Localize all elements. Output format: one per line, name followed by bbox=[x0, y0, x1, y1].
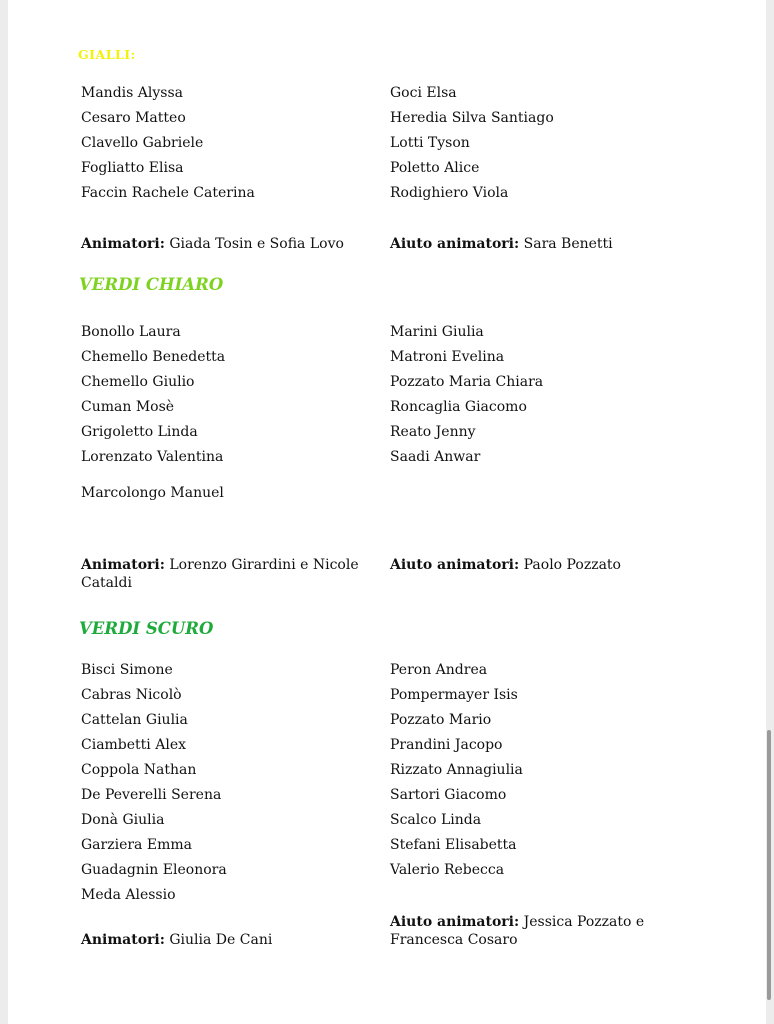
list-item: Grigoletto Linda bbox=[81, 424, 198, 440]
list-item: Rodighiero Viola bbox=[390, 185, 509, 201]
section-heading-verdi-chiaro: VERDI CHIARO bbox=[79, 275, 224, 294]
aiuto-animatori-names: Paolo Pozzato bbox=[523, 557, 621, 573]
aiuto-animatori-label: Aiuto animatori: bbox=[390, 557, 520, 573]
gialli-right-list bbox=[390, 81, 680, 206]
animatori-label: Animatori: bbox=[81, 236, 165, 252]
list-item: Peron Andrea bbox=[390, 662, 488, 678]
verdi-scuro-left-list bbox=[81, 658, 371, 908]
list-item: Marcolongo Manuel bbox=[81, 485, 224, 501]
list-item: Cuman Mosè bbox=[81, 399, 175, 415]
section-heading-verdi-scuro: VERDI SCURO bbox=[79, 619, 214, 638]
list-item: Saadi Anwar bbox=[390, 449, 481, 465]
verdi-scuro-aiuto-animatori bbox=[390, 913, 680, 949]
list-item: Chemello Giulio bbox=[81, 374, 195, 390]
list-item: Prandini Jacopo bbox=[390, 737, 503, 753]
list-item: Poletto Alice bbox=[390, 160, 480, 176]
verdi-chiaro-right-list bbox=[390, 320, 680, 470]
document-page bbox=[8, 0, 766, 1024]
list-item: Heredia Silva Santiago bbox=[390, 110, 554, 126]
list-item: Cabras Nicolò bbox=[81, 687, 182, 703]
list-item: Donà Giulia bbox=[81, 812, 165, 828]
list-item: Lotti Tyson bbox=[390, 135, 470, 151]
list-item: Garziera Emma bbox=[81, 837, 192, 853]
list-item: De Peverelli Serena bbox=[81, 787, 222, 803]
list-item: Fogliatto Elisa bbox=[81, 160, 184, 176]
aiuto-animatori-names: Jessica Pozzato e Francesca Cosaro bbox=[390, 914, 645, 948]
list-item: Roncaglia Giacomo bbox=[390, 399, 527, 415]
list-item: Clavello Gabriele bbox=[81, 135, 204, 151]
animatori-names: Giada Tosin e Sofia Lovo bbox=[169, 236, 344, 252]
list-item: Rizzato Annagiulia bbox=[390, 762, 523, 778]
verdi-chiaro-left-list bbox=[81, 320, 371, 470]
aiuto-animatori-label: Aiuto animatori: bbox=[390, 236, 520, 252]
list-item: Ciambetti Alex bbox=[81, 737, 187, 753]
list-item: Chemello Benedetta bbox=[81, 349, 226, 365]
animatori-label: Animatori: bbox=[81, 932, 165, 948]
vertical-scrollbar[interactable] bbox=[767, 730, 771, 1000]
animatori-names: Lorenzo Girardini e Nicole Cataldi bbox=[81, 557, 359, 591]
list-item: Scalco Linda bbox=[390, 812, 482, 828]
list-item: Marini Giulia bbox=[390, 324, 484, 340]
list-item: Pozzato Mario bbox=[390, 712, 492, 728]
list-item: Bonollo Laura bbox=[81, 324, 181, 340]
gialli-aiuto-animatori bbox=[390, 235, 690, 253]
verdi-chiaro-aiuto-animatori bbox=[390, 556, 690, 574]
animatori-label: Animatori: bbox=[81, 557, 165, 573]
list-item: Sartori Giacomo bbox=[390, 787, 507, 803]
animatori-names: Giulia De Cani bbox=[169, 932, 273, 948]
verdi-scuro-right-list bbox=[390, 658, 680, 883]
list-item: Lorenzato Valentina bbox=[81, 449, 224, 465]
list-item: Faccin Rachele Caterina bbox=[81, 185, 255, 201]
list-item: Cattelan Giulia bbox=[81, 712, 188, 728]
list-item: Mandis Alyssa bbox=[81, 85, 183, 101]
list-item: Goci Elsa bbox=[390, 85, 457, 101]
list-item: Cesaro Matteo bbox=[81, 110, 186, 126]
list-item: Meda Alessio bbox=[81, 887, 176, 903]
gialli-left-list bbox=[81, 81, 371, 206]
section-heading-gialli: GIALLI: bbox=[78, 47, 136, 62]
list-item: Guadagnin Eleonora bbox=[81, 862, 227, 878]
list-item: Matroni Evelina bbox=[390, 349, 505, 365]
gialli-animatori bbox=[81, 235, 381, 253]
aiuto-animatori-names: Sara Benetti bbox=[523, 236, 613, 252]
list-item: Coppola Nathan bbox=[81, 762, 197, 778]
verdi-chiaro-animatori bbox=[81, 556, 376, 592]
list-item: Reato Jenny bbox=[390, 424, 476, 440]
list-item: Valerio Rebecca bbox=[390, 862, 505, 878]
verdi-scuro-animatori bbox=[81, 931, 381, 949]
list-item: Bisci Simone bbox=[81, 662, 173, 678]
list-item: Stefani Elisabetta bbox=[390, 837, 517, 853]
list-item: Pompermayer Isis bbox=[390, 687, 518, 703]
list-item: Pozzato Maria Chiara bbox=[390, 374, 544, 390]
aiuto-animatori-label: Aiuto animatori: bbox=[390, 914, 520, 930]
